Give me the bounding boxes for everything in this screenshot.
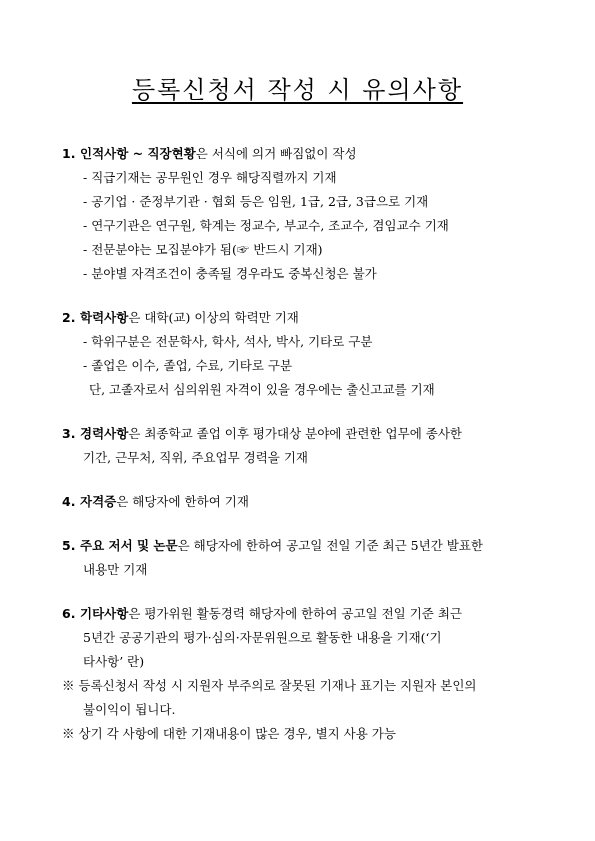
section-number: 4. — [62, 494, 76, 509]
section-continuation: 5년간 공공기관의 평가·심의·자문위원으로 활동한 내용을 기재(‘기 — [83, 630, 442, 645]
document-body — [62, 142, 542, 746]
section-heading — [62, 306, 542, 330]
section-bold-title: 인적사항 ~ 직장현황 — [80, 146, 196, 161]
list-item: - 분야별 자격조건이 충족될 경우라도 중복신청은 불가 — [83, 266, 377, 281]
section-5 — [62, 534, 542, 582]
section-number: 3. — [62, 426, 76, 441]
footnote-continuation: 불이익이 됩니다. — [83, 702, 176, 717]
list-item-note: 단, 고졸자로서 심의위원 자격이 있을 경우에는 출신고교를 기재 — [89, 382, 435, 397]
section-text: 은 해당자에 한하여 기재 — [116, 494, 249, 509]
section-continuation: 내용만 기재 — [83, 562, 148, 577]
list-item: - 공기업 · 준정부기관 · 협회 등은 임원, 1급, 2급, 3급으로 기재 — [83, 194, 429, 209]
section-heading — [62, 534, 542, 558]
section-text: 은 해당자에 한하여 공고일 전일 기준 최근 5년간 발표한 — [177, 538, 483, 553]
section-number: 5. — [62, 538, 76, 553]
section-heading — [62, 422, 542, 446]
footnote — [62, 722, 542, 746]
section-bold-title: 기타사항 — [80, 606, 129, 621]
footnote-text: 등록신청서 작성 시 지원자 부주의로 잘못된 기재나 표기는 지원자 본인의 — [78, 678, 477, 693]
section-text: 은 최종학교 졸업 이후 평가대상 분야에 관련한 업무에 종사한 — [128, 426, 462, 441]
footnote — [62, 674, 542, 698]
reference-mark-icon: ※ — [62, 678, 75, 693]
section-bold-title: 자격증 — [80, 494, 117, 509]
section-heading — [62, 490, 542, 514]
section-text: 은 서식에 의거 빠짐없이 작성 — [195, 146, 357, 161]
section-6 — [62, 602, 542, 674]
section-1 — [62, 142, 542, 286]
section-number: 1. — [62, 146, 76, 161]
section-continuation: 기간, 근무처, 직위, 주요업무 경력을 기재 — [83, 450, 308, 465]
page-title: 등록신청서 작성 시 유의사항 — [131, 76, 464, 104]
section-text: 은 대학(교) 이상의 학력만 기재 — [128, 310, 299, 325]
section-continuation: 타사항’ 란) — [83, 654, 145, 669]
reference-mark-icon: ※ — [62, 726, 75, 741]
section-bold-title: 학력사항 — [80, 310, 129, 325]
list-item: - 직급기재는 공무원인 경우 해당직렬까지 기재 — [83, 170, 337, 185]
section-bold-title: 경력사항 — [80, 426, 129, 441]
section-2 — [62, 306, 542, 402]
list-item: - 졸업은 이수, 졸업, 수료, 기타로 구분 — [83, 358, 293, 373]
list-item: - 학위구분은 전문학사, 학사, 석사, 박사, 기타로 구분 — [83, 334, 373, 349]
footnote-text: 상기 각 사항에 대한 기재내용이 많은 경우, 별지 사용 가능 — [78, 726, 396, 741]
section-heading — [62, 142, 542, 166]
section-text: 은 평가위원 활동경력 해당자에 한하여 공고일 전일 기준 최근 — [128, 606, 462, 621]
list-item: - 연구기관은 연구원, 학계는 정교수, 부교수, 조교수, 겸임교수 기재 — [83, 218, 449, 233]
section-bold-title: 주요 저서 및 논문 — [80, 538, 178, 553]
section-heading — [62, 602, 542, 626]
section-number: 2. — [62, 310, 76, 325]
section-3 — [62, 422, 542, 470]
section-number: 6. — [62, 606, 76, 621]
list-item: - 전문분야는 모집분야가 됨(☞ 반드시 기재) — [83, 242, 323, 257]
section-4 — [62, 490, 542, 514]
